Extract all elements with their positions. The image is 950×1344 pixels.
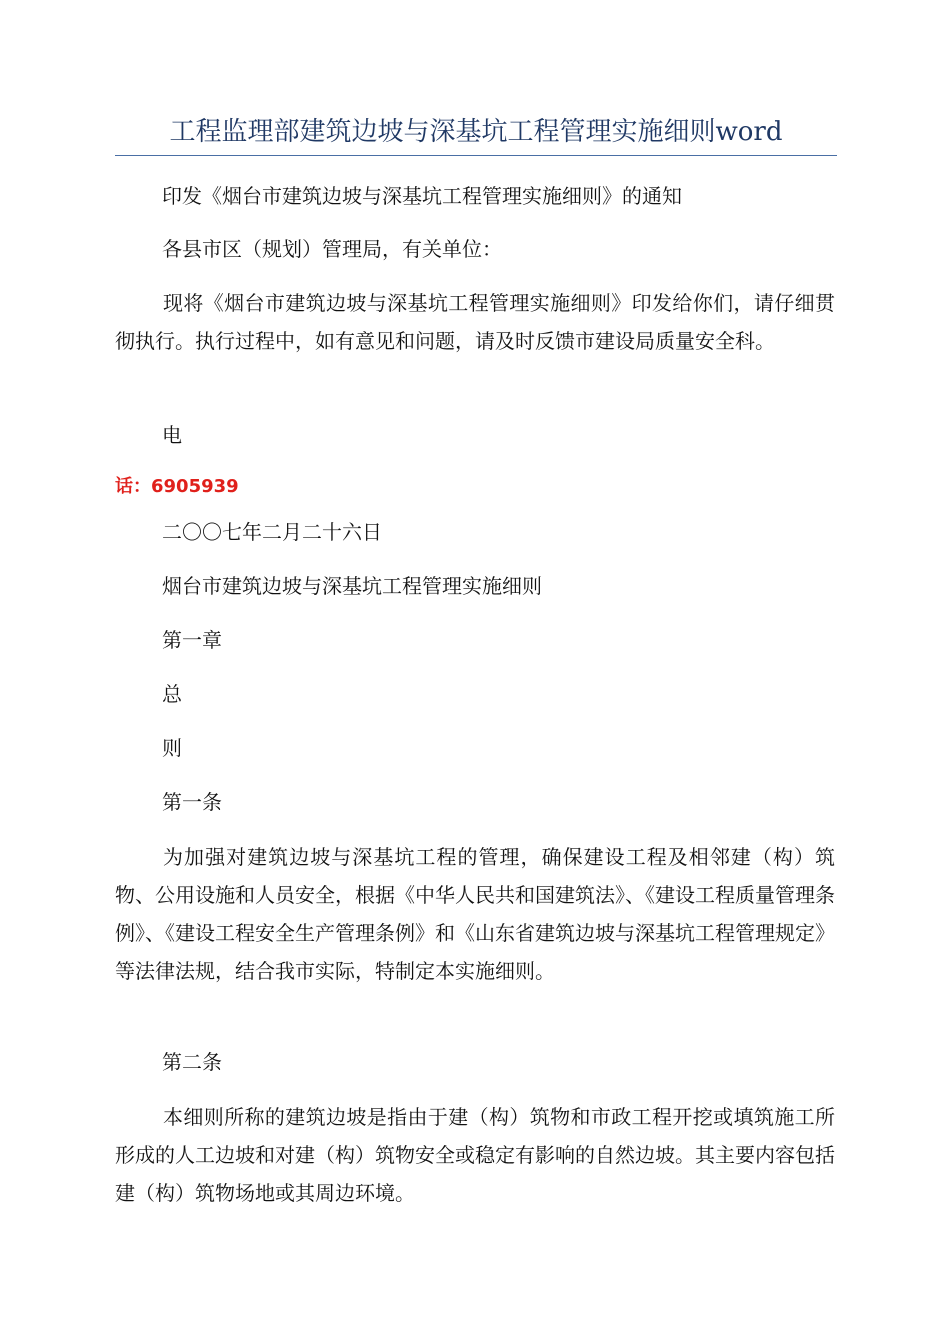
regulation-title: 烟台市建筑边坡与深基坑工程管理实施细则	[162, 574, 542, 598]
recipients-line: 各县市区（规划）管理局，有关单位：	[162, 237, 502, 261]
chapter-name-part-1: 总	[162, 682, 182, 706]
article-1-label: 第一条	[162, 790, 222, 814]
phone-number: 话：6905939	[115, 476, 239, 497]
article-1-paragraph: 为加强对建筑边坡与深基坑工程的管理，确保建设工程及相邻建（构）筑物、公用设施和人员安全，根据《中华人民共和国建筑法》、《建设工程质量管理条例》、《建设工程安全生产管理条例》和《山东省建筑边坡与深基坑工程管理规定》等法律法规，结合我市实际，特制定本实施细则。	[115, 845, 835, 983]
notice-date: 二〇〇七年二月二十六日	[162, 520, 382, 544]
article-2-paragraph: 本细则所称的建筑边坡是指由于建（构）筑物和市政工程开挖或填筑施工所形成的人工边坡和对建（构）筑物安全或稳定有影响的自然边坡。其主要内容包括建（构）筑物场地或其周边环境。	[115, 1105, 835, 1205]
document-title: 工程监理部建筑边坡与深基坑工程管理实施细则word	[115, 112, 837, 156]
chapter-label: 第一章	[162, 628, 222, 652]
chapter-name-part-2: 则	[162, 736, 182, 760]
article-2-label: 第二条	[162, 1050, 222, 1074]
notice-heading: 印发《烟台市建筑边坡与深基坑工程管理实施细则》的通知	[162, 184, 682, 208]
notice-body-paragraph: 现将《烟台市建筑边坡与深基坑工程管理实施细则》印发给你们，请仔细贯彻执行。执行过程中，如有意见和问题，请及时反馈市建设局质量安全科。	[115, 291, 835, 353]
phone-prefix: 电	[162, 423, 182, 447]
